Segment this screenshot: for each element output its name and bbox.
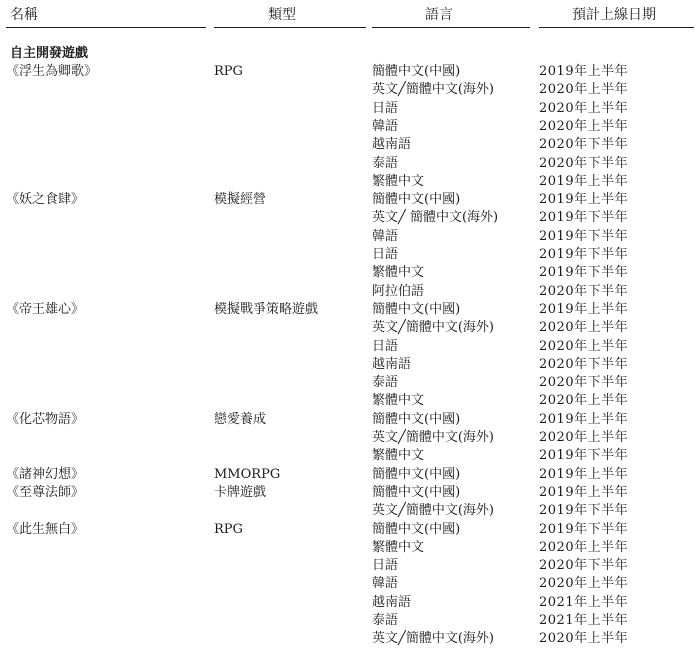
release-language: 英文╱簡體中文(海外) [372,320,494,336]
release-date: 2019年下半年 [539,265,629,281]
release-date: 2020年上半年 [539,430,629,445]
release-date: 2021年上半年 [539,594,629,610]
game-name: 《諸神幻想》 [6,466,85,482]
release-date: 2020年上半年 [539,338,629,354]
release-language: 英文╱簡體中文(海外) [372,631,494,647]
game-name: 《至尊法師》 [6,484,85,500]
release-date: 2020年上半年 [539,539,629,555]
release-date: 2019年上半年 [539,192,629,208]
release-date: 2019年下半年 [539,247,629,262]
release-date: 2019年下半年 [539,521,629,537]
release-date: 2020年下半年 [539,558,629,574]
game-type: 卡牌遊戲 [214,484,267,500]
release-date: 2019年下半年 [539,448,629,464]
game-name: 《化芯物語》 [6,411,85,427]
game-type: 戀愛養成 [214,411,267,427]
release-language: 泰語 [372,375,399,391]
release-date: 2019年下半年 [539,210,629,226]
release-date: 2020年上半年 [539,631,629,647]
release-date: 2020年上半年 [539,393,629,409]
release-language: 越南語 [372,137,412,153]
release-date: 2020年下半年 [539,155,629,171]
release-language: 繁體中文 [372,539,425,555]
release-date: 2020年上半年 [539,576,629,592]
release-language: 繁體中文 [372,265,425,281]
release-language: 日語 [372,100,399,116]
header-language: 語言 [425,7,453,23]
release-language: 英文╱簡體中文(海外) [372,430,494,445]
release-date: 2021年上半年 [539,613,629,628]
release-language: 阿拉伯語 [372,283,425,299]
release-date: 2020年下半年 [539,283,629,299]
release-language: 簡體中文(中國) [372,64,461,79]
game-type: MMORPG [214,466,281,482]
game-name: 《此生無白》 [6,521,85,537]
game-name: 《妖之食肆》 [6,192,85,208]
release-date: 2019年下半年 [539,503,629,519]
release-language: 簡體中文(中國) [372,301,461,317]
release-date: 2019年上半年 [539,64,629,79]
release-language: 泰語 [372,613,399,628]
release-language: 繁體中文 [372,448,425,464]
release-language: 英文╱ 簡體中文(海外) [372,210,499,226]
release-date: 2020年上半年 [539,82,629,98]
release-language: 韓語 [372,228,399,244]
release-language: 繁體中文 [372,393,425,409]
release-language: 韓語 [372,576,399,592]
release-language: 韓語 [372,118,399,134]
release-date: 2019年上半年 [539,411,629,427]
section-title: 自主開發遊戲 [10,46,89,61]
release-date: 2019年下半年 [539,228,629,244]
release-date: 2020年上半年 [539,118,629,134]
release-date: 2020年上半年 [539,320,629,336]
game-type: RPG [214,521,243,537]
release-language: 簡體中文(中國) [372,192,461,208]
header-name: 名稱 [10,7,38,23]
game-type: RPG [214,64,243,79]
release-date: 2020年下半年 [539,137,629,153]
release-language: 日語 [372,338,399,354]
release-date: 2020年上半年 [539,100,629,116]
release-language: 簡體中文(中國) [372,411,461,427]
release-language: 簡體中文(中國) [372,466,461,482]
release-language: 日語 [372,247,399,262]
release-language: 繁體中文 [372,173,425,189]
release-date: 2019年上半年 [539,466,629,482]
release-date: 2020年下半年 [539,375,629,391]
release-language: 英文╱簡體中文(海外) [372,503,494,519]
release-language: 簡體中文(中國) [372,484,461,500]
header-launch-date: 預計上線日期 [572,7,656,23]
release-language: 越南語 [372,356,412,372]
game-type: 模擬戰爭策略遊戲 [214,301,319,317]
release-date: 2019年上半年 [539,301,629,317]
game-type: 模擬經營 [214,192,267,208]
game-name: 《帝王雄心》 [6,301,85,317]
release-language: 越南語 [372,594,412,610]
release-language: 泰語 [372,155,399,171]
release-language: 英文╱簡體中文(海外) [372,82,494,98]
release-date: 2020年下半年 [539,356,629,372]
header-type: 類型 [268,7,296,23]
game-name: 《浮生為卿歌》 [6,64,98,79]
release-date: 2019年上半年 [539,173,629,189]
release-language: 日語 [372,558,399,574]
release-language: 簡體中文(中國) [372,521,461,537]
release-date: 2019年上半年 [539,484,629,500]
